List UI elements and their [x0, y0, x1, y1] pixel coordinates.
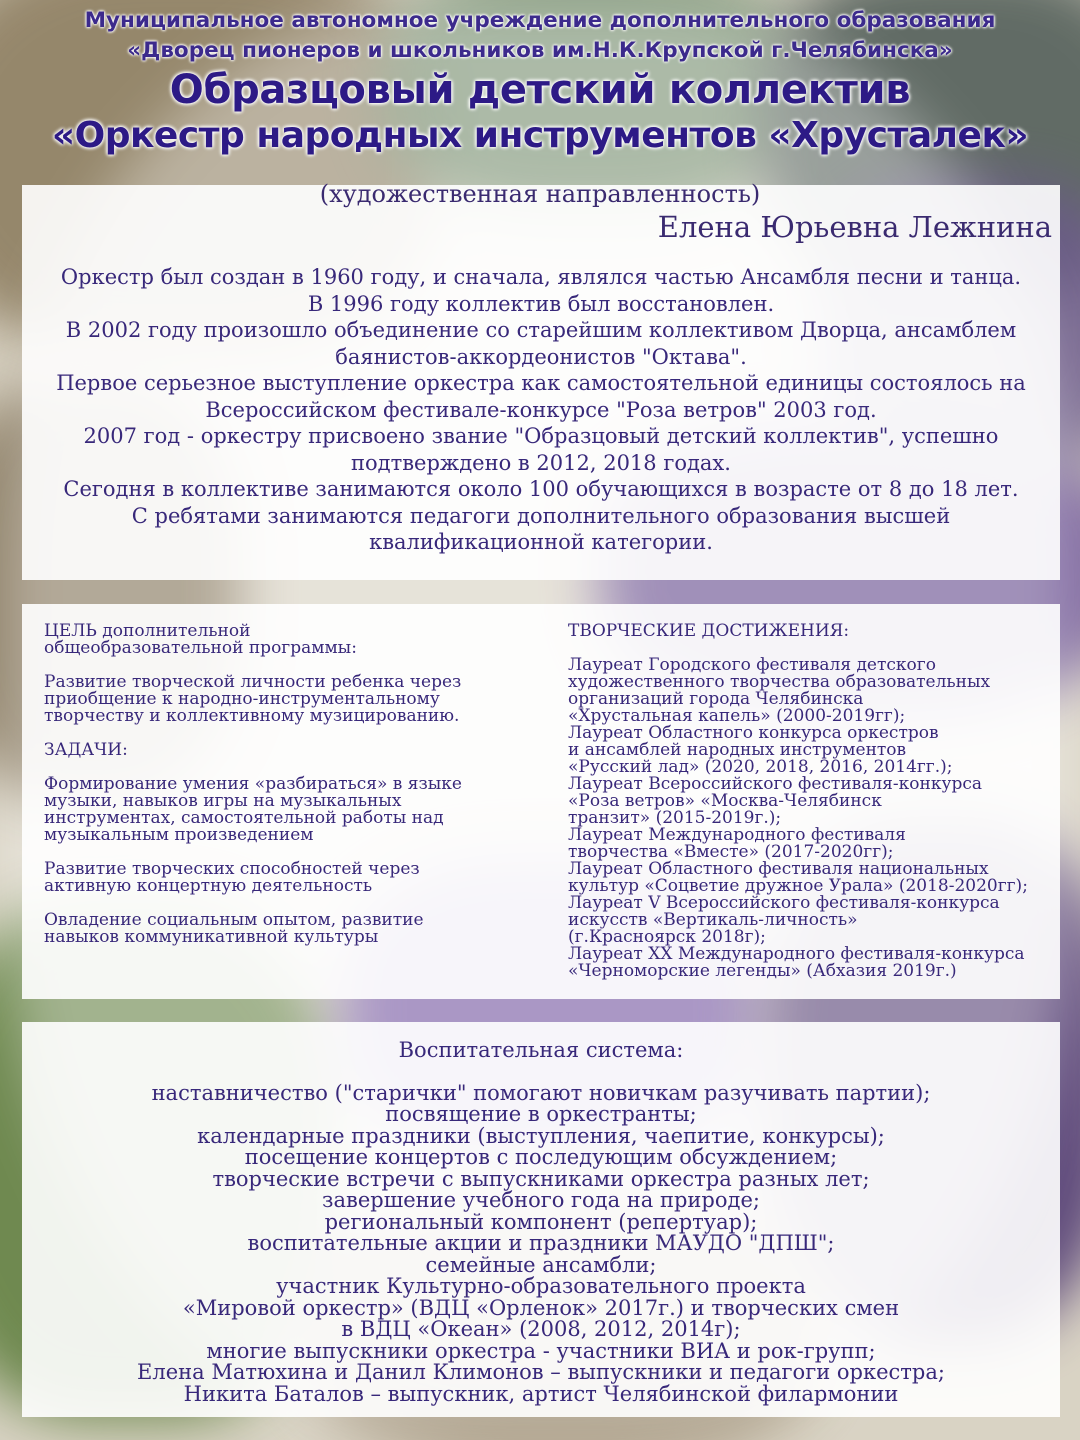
task-item: навыков коммуникативной культуры — [44, 927, 379, 947]
education-line: посещение концертов с последующим обсуждением; — [244, 1145, 838, 1169]
goal-text: приобщение к народно-инструментальному — [44, 689, 440, 709]
education-line: посвящение в оркестранты; — [385, 1102, 697, 1126]
history-line: 2007 год - оркестру присвоено звание "Образцовый детский коллектив", успешно — [83, 424, 999, 448]
achievement-line: Лауреат Областного конкурса оркестров — [568, 723, 939, 743]
education-line: многие выпускники оркестра - участники ВИА и рок-групп; — [206, 1338, 876, 1363]
achievement-line: «Хрустальная капель» (2000-2019гг); — [568, 706, 906, 726]
education-title: Воспитательная система: — [398, 1038, 684, 1062]
achievement-line: организаций города Челябинска — [568, 689, 864, 709]
achievement-line: транзит» (2015-2019г.); — [568, 808, 782, 828]
goal-heading: общеобразовательной программы: — [44, 638, 357, 658]
task-item: активную концертную деятельность — [44, 876, 373, 896]
history-line: Всероссийском фестивале-конкурсе "Роза ветров" 2003 год. — [205, 397, 877, 422]
achievement-line: Лауреат Всероссийского фестиваля-конкурса — [568, 774, 982, 794]
achievement-line: Лауреат Городского фестиваля детского — [568, 655, 936, 675]
achievements — [568, 623, 1058, 980]
achievement-line: (г.Красноярск 2018г); — [568, 927, 766, 947]
education-line: участник Культурно-образовательного проекта — [276, 1274, 806, 1298]
author-name: Елена Юрьевна Лежнина — [657, 210, 1052, 244]
achievement-line: искусств «Вертикаль-личность» — [568, 910, 858, 930]
history-line: Оркестр был создан в 1960 году, и сначала, являлся частью Ансамбля песни и танца. — [60, 265, 1022, 289]
education-line: Никита Баталов – выпускник, артист Челябинской филармонии — [183, 1381, 899, 1406]
education-line: наставничество ("старички" помогают новичкам разучивать партии); — [151, 1080, 931, 1105]
education-line: завершение учебного года на природе; — [322, 1188, 760, 1212]
achievement-line: Лауреат V Всероссийского фестиваля-конкурса — [568, 893, 1000, 913]
achievement-line: «Черноморские легенды» (Абхазия 2019г.) — [568, 961, 957, 981]
direction-label: (художественная направленность) — [319, 180, 761, 208]
education-line: воспитательные акции и праздники МАУДО "ДПШ"; — [247, 1231, 835, 1255]
education-line: региональный компонент (репертуар); — [324, 1209, 758, 1234]
tasks-heading: ЗАДАЧИ: — [44, 740, 128, 760]
task-item: музыкальным произведением — [44, 825, 314, 845]
history-line: Первое серьезное выступление оркестра как самостоятельной единицы состоялось на — [56, 371, 1026, 395]
task-item: Овладение социальным опытом, развитие — [44, 910, 424, 930]
achievement-line: Лауреат XX Международного фестиваля-конкурса — [568, 944, 1025, 964]
history-line: В 2002 году произошло объединение со старейшим коллективом Дворца, ансамблем — [65, 318, 1017, 342]
task-item: Развитие творческих способностей через — [44, 859, 420, 879]
achievement-line: Лауреат Областного фестиваля национальных — [568, 859, 989, 879]
goal-text: Развитие творческой личности ребенка через — [44, 672, 462, 692]
institution-line-2: «Дворец пионеров и школьников им.Н.К.Крупской г.Челябинска» — [127, 38, 953, 63]
achievement-line: Лауреат Международного фестиваля — [568, 825, 906, 845]
goal-text: творчеству и коллективному музицированию. — [44, 706, 460, 726]
achievement-line: художественного творчества образовательных — [568, 672, 991, 692]
education-line: «Мировой оркестр» (ВДЦ «Орленок» 2017г.) и творческих смен — [182, 1295, 900, 1320]
achievement-line: «Роза ветров» «Москва-Челябинск — [568, 791, 882, 811]
education-line: творческие встречи с выпускниками оркестра разных лет; — [212, 1166, 870, 1191]
page-subtitle-title: «Оркестр народных инструментов «Хрусталек» — [51, 115, 1029, 156]
history-line: подтверждено в 2012, 2018 годах. — [351, 450, 731, 475]
program-goals — [44, 623, 544, 946]
education-system — [22, 1040, 1060, 1405]
history-line: С ребятами занимаются педагоги дополнительного образования высшей — [131, 503, 951, 528]
history-line: Сегодня в коллективе занимаются около 100 обучающихся в возрасте от 8 до 18 лет. — [63, 477, 1019, 501]
achievement-line: и ансамблей народных инструментов — [568, 740, 907, 760]
task-item: Формирование умения «разбираться» в языке — [44, 774, 462, 794]
achievement-line: «Русский лад» (2020, 2018, 2016, 2014гг.); — [568, 757, 953, 777]
achievement-line: творчества «Вместе» (2017-2020гг); — [568, 842, 894, 862]
task-item: инструментах, самостоятельной работы над — [44, 808, 444, 828]
education-line: семейные ансамбли; — [425, 1252, 657, 1277]
institution-line-1: Муниципальное автономное учреждение дополнительного образования — [84, 8, 996, 33]
goal-heading: ЦЕЛЬ дополнительной — [44, 621, 251, 641]
page-header — [0, 6, 1080, 158]
achievements-heading: ТВОРЧЕСКИЕ ДОСТИЖЕНИЯ: — [568, 621, 850, 641]
achievement-line: культур «Соцветие дружное Урала» (2018-2020гг); — [568, 876, 1028, 896]
education-line: Елена Матюхина и Данил Климонов – выпускники и педагоги оркестра; — [137, 1360, 945, 1384]
history-line: В 1996 году коллектив был восстановлен. — [307, 291, 775, 316]
history-line: квалификационной категории. — [369, 530, 713, 554]
education-line: календарные праздники (выступления, чаепитие, конкурсы); — [197, 1123, 885, 1148]
history-text — [22, 264, 1060, 556]
task-item: музыки, навыков игры на музыкальных — [44, 791, 402, 811]
page-title: Образцовый детский коллектив — [169, 67, 911, 113]
education-line: в ВДЦ «Океан» (2008, 2012, 2014г); — [341, 1317, 741, 1341]
history-line: баянистов-аккордеонистов "Октава". — [335, 344, 747, 369]
